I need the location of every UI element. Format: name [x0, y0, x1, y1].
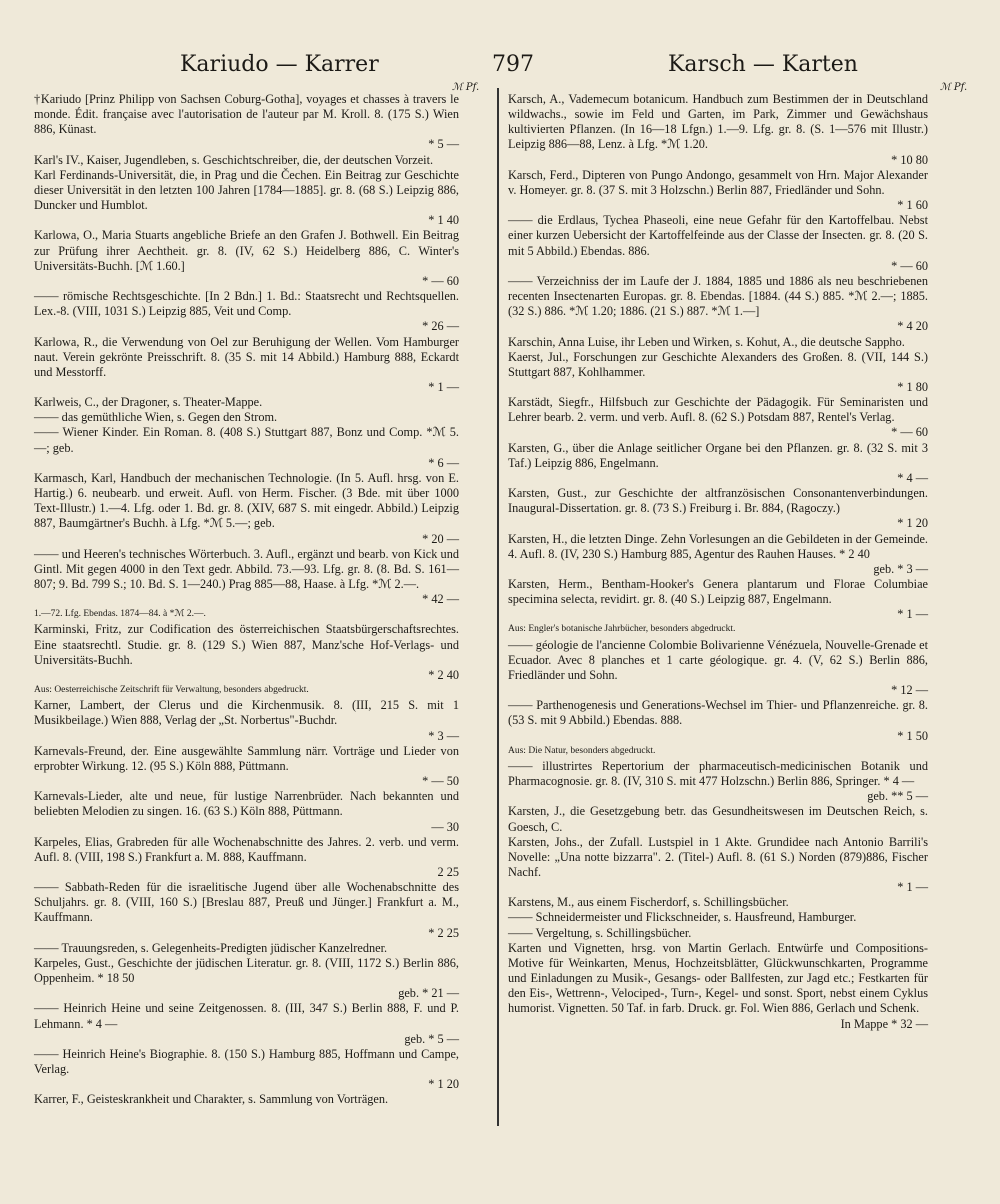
entry-text: —— Schneidermeister und Flickschneider, s. Hausfreund, Hamburger.: [508, 910, 857, 925]
catalog-entry: [34, 1047, 459, 1092]
entry-text: Karsch, Ferd., Dipteren von Pungo Andongo, gesammelt von Hrn. Major Alexander v. Homeyer. gr. 8. (37 S. mit 3 Holzschn.) Berlin 887, Friedländer und Sohn.: [508, 167, 928, 197]
running-head-right: Karsch — Karten: [668, 52, 858, 77]
entry-price: geb. * 3 —: [873, 561, 928, 576]
entry-text: —— Parthenogenesis und Generations-Wechsel im Thier- und Pflanzenreiche. gr. 8. (53 S. mit 9 Abbild.) Ebendas. 888.: [508, 698, 928, 728]
catalog-entry: [34, 744, 459, 789]
catalog-entry: [34, 471, 459, 547]
entry-text: Karstädt, Siegfr., Hilfsbuch zur Geschichte der Pädagogik. Für Seminaristen und Lehrer bearb. 2. verm. und verb. Aufl. 8. (62 S.) Potsdam 887, Rentel's Verlag.: [508, 395, 928, 425]
catalog-note: [508, 622, 928, 637]
entry-text: Karlowa, R., die Verwendung von Oel zur Beruhigung der Wellen. Vom Hamburger naut. Verein gekrönte Preisschrift. 8. (35 S. mit 14 Abbild.) Hamburg 888, Eckardt und Messtorff.: [34, 334, 459, 379]
catalog-entry: [508, 910, 928, 925]
entry-text: —— Heinrich Heine und seine Zeitgenossen. 8. (III, 347 S.) Berlin 888, F. und P. Lehmann. * 4 —: [34, 1001, 459, 1031]
entry-price: * — 60: [891, 425, 928, 440]
entry-price: * — 60: [422, 273, 459, 288]
catalog-entry: [508, 486, 928, 531]
entry-text: Karsten, H., die letzten Dinge. Zehn Vorlesungen an die Gebildeten in der Gemeinde. 4. Aufl. 8. (IV, 230 S.) Hamburg 885, Agentur des Rauhen Hauses. * 2 40: [508, 531, 928, 561]
entry-price: * 4 20: [897, 319, 928, 334]
entry-text: —— römische Rechtsgeschichte. [In 2 Bdn.] 1. Bd.: Staatsrecht und Rechtsquellen. Lex.-8. (VIII, 1031 S.) Leipzig 885, Veit und Comp.: [34, 289, 459, 319]
entry-text: Karsten, G., über die Anlage seitlicher Organe bei den Pflanzen. gr. 8. (32 S. mit 3 Taf.) Leipzig 886, Engelmann.: [508, 440, 928, 470]
entry-price: * 42 —: [422, 592, 459, 607]
catalog-entry: [508, 698, 928, 743]
catalog-entry: [34, 410, 459, 425]
catalog-note: [508, 744, 928, 759]
catalog-note: [34, 607, 459, 622]
catalog-entry: [34, 1092, 459, 1107]
entry-text: †Kariudo [Prinz Philipp von Sachsen Coburg-Gotha], voyages et chasses à travers le monde. Édit. française avec l'autorisation de l'auteur par M. Kroll. 8. (175 S.) Wien 886, Künast.: [34, 92, 459, 137]
catalog-entry: [508, 926, 928, 941]
entry-text: —— Wiener Kinder. Ein Roman. 8. (408 S.) Stuttgart 887, Bonz und Comp. *ℳ 5.—; geb.: [34, 425, 459, 455]
catalog-entry: [508, 168, 928, 213]
entry-price: geb. * 5 —: [404, 1031, 459, 1046]
entry-price: * 1 —: [897, 607, 928, 622]
entry-text: Karlowa, O., Maria Stuarts angebliche Briefe an den Grafen J. Bothwell. Ein Beitrag zur Prüfung ihrer Aechtheit. gr. 8. (IV, 62 S.) Heidelberg 886, C. Winter's Universitäts-Buchh. [ℳ 1.60.]: [34, 228, 459, 273]
catalog-entry: [34, 698, 459, 743]
currency-label-right: ℳ Pf.: [940, 82, 968, 93]
entry-price: * 1 50: [897, 728, 928, 743]
catalog-entry: [508, 532, 928, 577]
catalog-entry: [508, 92, 928, 168]
catalog-entry: [508, 274, 928, 335]
entry-text: Karminski, Fritz, zur Codification des österreichischen Staatsbürgerschaftsrechtes. Eine staatsrechtl. Studie. gr. 8. (129 S.) Wien 887, Manz'sche Hof-Verlags- und Universitäts-Buchh.: [34, 622, 459, 667]
catalog-entry: [34, 425, 459, 470]
catalog-entry: [34, 880, 459, 941]
entry-price: * — 50: [422, 774, 459, 789]
left-column: [34, 92, 459, 1107]
entry-price: In Mappe * 32 —: [840, 1016, 928, 1031]
entry-text: —— Sabbath-Reden für die israelitische Jugend über alle Wochenabschnitte des Schuljahrs. gr. 8. (VIII, 160 S.) [Breslau 887, Preuß und Jünger.] Frankfurt a. M., Kauffmann.: [34, 880, 459, 925]
entry-price: * 20 —: [422, 531, 459, 546]
catalog-entry: [34, 789, 459, 834]
entry-text: Aus: Oesterreichische Zeitschrift für Verwaltung, besonders abgedruckt.: [34, 685, 309, 696]
catalog-entry: [508, 638, 928, 699]
catalog-note: [34, 683, 459, 698]
page-number: 797: [492, 52, 534, 77]
catalog-entry: [508, 441, 928, 486]
entry-text: Karner, Lambert, der Clerus und die Kirchenmusik. 8. (III, 215 S. mit 1 Musikbeilage.) Wien 888, Verlag der „St. Norbertus"-Buchdr.: [34, 698, 459, 728]
catalog-entry: [508, 335, 928, 350]
catalog-entry: [34, 289, 459, 334]
catalog-entry: [508, 577, 928, 622]
entry-text: Karsten, J., die Gesetzgebung betr. das Gesundheitswesen im Deutschen Reich, s. Goesch, C.: [508, 804, 928, 834]
entry-text: —— Trauungsreden, s. Gelegenheits-Predigten jüdischer Kanzelredner.: [34, 940, 388, 955]
entry-text: Karl's IV., Kaiser, Jugendleben, s. Geschichtschreiber, die, der deutschen Vorzeit.: [34, 152, 434, 167]
entry-price: * 1 —: [428, 379, 459, 394]
running-head-left: Kariudo — Karrer: [180, 52, 379, 77]
entry-price: * 6 —: [428, 455, 459, 470]
catalog-entry: [34, 153, 459, 168]
entry-text: Kaerst, Jul., Forschungen zur Geschichte Alexanders des Großen. 8. (VII, 144 S.) Stuttgart 887, Kohlhammer.: [508, 349, 928, 379]
entry-text: Karnevals-Freund, der. Eine ausgewählte Sammlung närr. Vorträge und Lieder von erprobter Wirkung. 12. (95 S.) Köln 888, Püttmann.: [34, 743, 459, 773]
entry-text: Karsten, Herm., Bentham-Hooker's Genera plantarum und Florae Columbiae specimina selecta, revidirt. gr. 8. (40 S.) Leipzig 887, Engelmann.: [508, 577, 928, 607]
entry-text: Karpeles, Gust., Geschichte der jüdischen Literatur. gr. 8. (VIII, 1172 S.) Berlin 886, Oppenheim. * 18 50: [34, 955, 459, 986]
entry-text: Karrer, F., Geisteskrankheit und Charakter, s. Sammlung von Vorträgen.: [34, 1092, 389, 1107]
entry-text: —— illustrirtes Repertorium der pharmaceutisch-medicinischen Botanik und Pharmacognosie. gr. 8. (IV, 310 S. mit 477 Holzschn.) Berlin 886, Springer. * 4 —: [508, 758, 928, 789]
entry-text: —— Verzeichniss der im Laufe der J. 1884, 1885 und 1886 als neu beschriebenen recenten Insectenarten Europas. gr. 8. Ebendas. [1884. (44 S.) 885. *ℳ 2.—; 1885. (32 S.) 886. *ℳ 1.20; 1886. (21 S.) 887. *ℳ 1.—]: [508, 273, 928, 319]
entry-text: —— das gemüthliche Wien, s. Gegen den Strom.: [34, 410, 278, 425]
entry-price: * 1 20: [428, 1077, 459, 1092]
entry-text: —— die Erdlaus, Tychea Phaseoli, eine neue Gefahr für den Kartoffelbau. Nebst einer kurzen Uebersicht der Kartoffelfeinde aus der Classe der Insecten. gr. 8. (20 S. mit 5 Abbild.) Ebendas. 886.: [508, 213, 928, 258]
entry-price: * 26 —: [422, 319, 459, 334]
catalog-entry: [34, 395, 459, 410]
catalog-entry: [508, 804, 928, 834]
catalog-entry: [508, 895, 928, 910]
catalog-entry: [34, 941, 459, 956]
catalog-entry: [34, 956, 459, 1001]
entry-text: Karpeles, Elias, Grabreden für alle Wochenabschnitte des Jahres. 2. verb. und verm. Aufl. 8. (VIII, 198 S.) Frankfurt a. M. 888, Kauffmann.: [34, 834, 459, 864]
entry-price: * 1 20: [897, 516, 928, 531]
entry-price: 2 25: [437, 864, 459, 879]
catalog-entry: [508, 213, 928, 274]
entry-price: * 5 —: [428, 137, 459, 152]
entry-price: * 1 —: [897, 880, 928, 895]
entry-price: * 2 25: [428, 925, 459, 940]
column-divider: [497, 88, 499, 1126]
entry-price: * 1 80: [897, 379, 928, 394]
entry-price: * 4 —: [897, 470, 928, 485]
entry-price: geb. * 21 —: [398, 986, 459, 1001]
currency-label-left: ℳ Pf.: [452, 82, 480, 93]
catalog-entry: [508, 350, 928, 395]
entry-text: —— und Heeren's technisches Wörterbuch. 3. Aufl., ergänzt und bearb. von Kick und Gintl. Mit gegen 4000 in den Text gedr. Abbild. 73.—93. Lfg. gr. 8. (8. Bd. S. 161—807; 9. Bd. 799 S.; 10. Bd. S. 1—240.) Prag 885—88, Haase. à Lfg. *ℳ 2.—.: [34, 546, 459, 591]
entry-text: Karl Ferdinands-Universität, die, in Prag und die Čechen. Ein Beitrag zur Geschichte dieser Universität in den letzten 100 Jahren [1784—1885]. gr. 8. (68 S.) Leipzig 886, Duncker und Humblot.: [34, 167, 459, 213]
right-column: [508, 92, 928, 1032]
entry-price: * 1 40: [428, 213, 459, 228]
entry-text: Karschin, Anna Luise, ihr Leben und Wirken, s. Kohut, A., die deutsche Sappho.: [508, 334, 905, 349]
entry-price: * 2 40: [428, 667, 459, 682]
catalog-entry: [34, 1001, 459, 1046]
entry-text: Karsten, Johs., der Zufall. Lustspiel in 1 Akte. Grundidee nach Antonio Barrili's Novelle: „Una notte bizzarra". 2. (Titel-) Aufl. 8. (61 S.) Norden (879)886, Fischer Nachf.: [508, 834, 928, 879]
entry-text: Aus: Engler's botanische Jahrbücher, besonders abgedruckt.: [508, 624, 736, 635]
entry-text: —— Heinrich Heine's Biographie. 8. (150 S.) Hamburg 885, Hoffmann und Campe, Verlag.: [34, 1046, 459, 1076]
entry-text: Karlweis, C., der Dragoner, s. Theater-Mappe.: [34, 395, 263, 410]
entry-text: —— Vergeltung, s. Schillingsbücher.: [508, 925, 692, 940]
catalog-entry: [34, 228, 459, 289]
entry-text: 1.—72. Lfg. Ebendas. 1874—84. à *ℳ 2.—.: [34, 609, 206, 620]
entry-price: * 12 —: [891, 683, 928, 698]
catalog-entry: [508, 835, 928, 896]
entry-text: Karmasch, Karl, Handbuch der mechanischen Technologie. (In 5. Aufl. hrsg. von E. Hartig.) 6. neubearb. und erweit. Aufl. von Herm. Fischer. (3 Bde. mit über 1000 Text-Illustr.) 1.—4. Lfg. oder 1. Bd. gr. 8. (XIV, 687 S. mit eingedr. Abbild.) Leipzig 887, Baumgärtner's Buchh. à Lfg. *ℳ 5.—; geb.: [34, 470, 459, 531]
entry-price: * — 60: [891, 258, 928, 273]
entry-price: * 3 —: [428, 728, 459, 743]
catalog-entry: [508, 759, 928, 804]
entry-text: Karnevals-Lieder, alte und neue, für lustige Narrenbrüder. Nach bekannten und beliebten Melodien zu singen. 16. (63 S.) Köln 888, Püttmann.: [34, 789, 459, 819]
catalog-entry: [34, 835, 459, 880]
catalog-entry: [508, 395, 928, 440]
entry-price: * 1 60: [897, 198, 928, 213]
entry-price: — 30: [431, 819, 459, 834]
catalog-entry: [34, 547, 459, 608]
entry-text: Karsch, A., Vademecum botanicum. Handbuch zum Bestimmen der in Deutschland wildwachs., sowie im Feld und Garten, im Park, Zimmer und Gewächshaus kultivierten Pflanzen. (In 16—18 Lfgn.) 1.—9. Lfg. gr. 8. (S. 1—576 mit Illustr.) Leipzig 886—88, Lenz. à Lfg. *ℳ 1.20.: [508, 92, 928, 152]
catalog-entry: [34, 335, 459, 396]
entry-text: Karten und Vignetten, hrsg. von Martin Gerlach. Entwürfe und Compositions-Motive für Weinkarten, Menus, Hochzeitsblätter, Glückwunschkarten, Programme und Einladungen zu Musik-, Gesangs- oder Ballfesten, zur Jagd etc.; Festkarten für den Eis-, Wettrenn-, Velociped-, Turn-, Kegel- und sonst. Sport, nebst einem Cyklus humorist. Vignetten. 50 Taf. in farb. Druck. gr. Fol. Wien 886, Gerlach und Schenk.: [508, 940, 928, 1016]
catalog-entry: [508, 941, 928, 1032]
catalog-entry: [34, 168, 459, 229]
entry-text: —— géologie de l'ancienne Colombie Bolivarienne Vénézuela, Nouvelle-Grenade et Ecuador. Avec 8 planches et 1 carte géologique. gr. 4. (V, 62 S.) Berlin 886, Friedländer und Sohn.: [508, 637, 928, 682]
entry-text: Karsten, Gust., zur Geschichte der altfranzösischen Consonantenverbindungen. Inaugural-Dissertation. gr. 8. (73 S.) Freiburg i. Br. 884, (Ragoczy.): [508, 486, 928, 516]
entry-text: Karstens, M., aus einem Fischerdorf, s. Schillingsbücher.: [508, 895, 789, 910]
entry-text: Aus: Die Natur, besonders abgedruckt.: [508, 745, 656, 756]
catalog-entry: [34, 622, 459, 683]
catalog-entry: [34, 92, 459, 153]
entry-price: geb. ** 5 —: [867, 789, 928, 804]
entry-price: * 10 80: [891, 152, 928, 167]
